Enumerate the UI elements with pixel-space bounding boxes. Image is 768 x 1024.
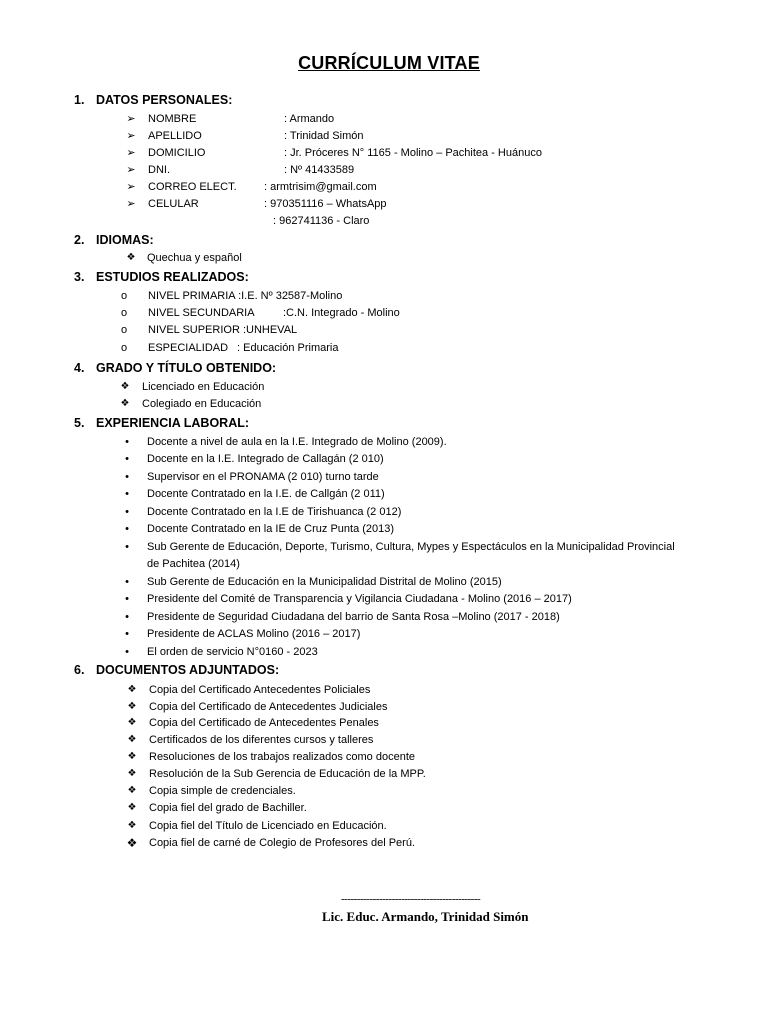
diamond-bullet-icon: ❖ — [127, 785, 137, 796]
list-item-value: :C.N. Integrado - Molino — [283, 307, 400, 319]
circle-bullet-icon: o — [120, 290, 128, 302]
signature-name: Lic. Educ. Armando, Trinidad Simón — [322, 909, 529, 924]
list-item: Presidente del Comité de Transparencia y Vigilancia Ciudadana - Molino (2016 – 2017) — [147, 593, 572, 605]
arrow-bullet-icon: ➢ — [126, 147, 136, 159]
section-title: DATOS PERSONALES: — [96, 93, 233, 107]
section-title: EXPERIENCIA LABORAL: — [96, 416, 250, 430]
list-item: Quechua y español — [147, 252, 242, 264]
page-title: CURRÍCULUM VITAE — [298, 53, 480, 73]
list-item: Resolución de la Sub Gerencia de Educación de la MPP. — [149, 768, 426, 780]
dni-label: DNI. — [148, 164, 170, 176]
list-item: Copia fiel de carné de Colegio de Profesores del Perú. — [149, 837, 415, 849]
section-heading-documentos — [74, 663, 279, 677]
section-title: GRADO Y TÍTULO OBTENIDO: — [96, 361, 277, 375]
list-item: Certificados de los diferentes cursos y talleres — [149, 734, 374, 746]
list-item: ESPECIALIDAD — [148, 342, 229, 354]
domicilio-value: : Jr. Próceres N° 1165 - Molino – Pachitea - Huánuco — [284, 147, 542, 159]
list-item: Docente Contratado en la IE de Cruz Punta (2013) — [147, 523, 395, 535]
diamond-bullet-icon: ❖ — [127, 701, 137, 712]
signature-line: -------------------------------------------- — [341, 893, 481, 905]
dot-bullet-icon: • — [125, 488, 129, 500]
correo-label: CORREO ELECT. — [148, 181, 237, 193]
diamond-bullet-icon: ❖ — [127, 684, 137, 695]
list-item: Licenciado en Educación — [142, 381, 265, 393]
list-item: Presidente de Seguridad Ciudadana del barrio de Santa Rosa –Molino (2017 - 2018) — [147, 611, 560, 623]
diamond-bullet-icon: ❖ — [127, 734, 137, 745]
section-heading-idiomas — [74, 233, 154, 247]
list-item: NIVEL SECUNDARIA — [148, 307, 255, 319]
list-item: Sub Gerente de Educación, Deporte, Turismo, Cultura, Mypes y Espectáculos en la Municipalidad Provincial — [147, 541, 675, 553]
list-item: El orden de servicio N°0160 - 2023 — [147, 646, 318, 658]
arrow-bullet-icon: ➢ — [126, 198, 136, 210]
diamond-bullet-icon: ❖ — [127, 820, 137, 831]
diamond-bullet-icon: ❖ — [127, 751, 137, 762]
section-number: 4. — [74, 361, 85, 375]
section-number: 3. — [74, 270, 85, 284]
circle-bullet-icon: o — [120, 307, 128, 319]
dot-bullet-icon: • — [125, 576, 129, 588]
diamond-bullet-icon: ❖ — [120, 398, 130, 409]
section-number: 5. — [74, 416, 85, 430]
list-item-value: : Educación Primaria — [237, 342, 339, 354]
section-title: ESTUDIOS REALIZADOS: — [96, 270, 249, 284]
circle-bullet-icon: o — [120, 342, 128, 354]
list-item: Docente en la I.E. Integrado de Callagán (2 010) — [147, 453, 384, 465]
celular-value-2: : 962741136 - Claro — [273, 215, 370, 227]
list-item: Copia del Certificado de Antecedentes Judiciales — [149, 701, 388, 713]
dot-bullet-icon: • — [125, 593, 129, 605]
list-item: Docente Contratado en la I.E. de Callgán (2 011) — [147, 488, 385, 500]
list-item: Copia del Certificado de Antecedentes Penales — [149, 717, 379, 729]
list-item: Colegiado en Educación — [142, 398, 262, 410]
list-item-continuation: de Pachitea (2014) — [147, 558, 240, 570]
section-heading-experiencia — [74, 416, 249, 430]
diamond-bullet-icon: ❖ — [120, 381, 130, 392]
section-heading-datos-personales — [74, 93, 232, 107]
diamond-bullet-icon: ❖ — [126, 252, 136, 263]
list-item: Docente a nivel de aula en la I.E. Integrado de Molino (2009). — [147, 436, 447, 448]
celular-label: CELULAR — [148, 198, 199, 210]
list-item: Copia del Certificado Antecedentes Policiales — [149, 684, 371, 696]
section-heading-grado — [74, 361, 276, 375]
section-heading-estudios — [74, 270, 249, 284]
celular-value: : 970351116 – WhatsApp — [264, 198, 387, 210]
dot-bullet-icon: • — [125, 506, 129, 518]
correo-value: : armtrisim@gmail.com — [264, 181, 377, 193]
arrow-bullet-icon: ➢ — [126, 130, 136, 142]
section-number: 6. — [74, 663, 85, 677]
dot-bullet-icon: • — [125, 628, 129, 640]
list-item: Presidente de ACLAS Molino (2016 – 2017) — [147, 628, 361, 640]
list-item: Sub Gerente de Educación en la Municipalidad Distrital de Molino (2015) — [147, 576, 502, 588]
arrow-bullet-icon: ➢ — [126, 113, 136, 125]
list-item: Supervisor en el PRONAMA (2 010) turno tarde — [147, 471, 379, 483]
list-item: Resoluciones de los trabajos realizados como docente — [149, 751, 415, 763]
section-title: DOCUMENTOS ADJUNTADOS: — [96, 663, 280, 677]
list-item: Copia simple de credenciales. — [149, 785, 296, 797]
dot-bullet-icon: • — [125, 453, 129, 465]
arrow-bullet-icon: ➢ — [126, 164, 136, 176]
nombre-label: NOMBRE — [148, 113, 197, 125]
arrow-bullet-icon: ➢ — [126, 181, 136, 193]
dot-bullet-icon: • — [125, 523, 129, 535]
dot-bullet-icon: • — [125, 436, 129, 448]
list-item: Copia fiel del Título de Licenciado en Educación. — [149, 820, 387, 832]
diamond-bullet-icon: ❖ — [127, 802, 137, 813]
apellido-label: APELLIDO — [148, 130, 202, 142]
circle-bullet-icon: o — [120, 324, 128, 336]
section-number: 2. — [74, 233, 85, 247]
dot-bullet-icon: • — [125, 541, 129, 553]
dot-bullet-icon: • — [125, 471, 129, 483]
domicilio-label: DOMICILIO — [148, 147, 206, 159]
list-item: Copia fiel del grado de Bachiller. — [149, 802, 307, 814]
list-item: Docente Contratado en la I.E de Tirishuanca (2 012) — [147, 506, 402, 518]
diamond-bullet-icon: ❖ — [127, 768, 137, 779]
list-item: NIVEL SUPERIOR :UNHEVAL — [148, 324, 298, 336]
nombre-value: : Armando — [284, 113, 335, 125]
dot-bullet-icon: • — [125, 611, 129, 623]
diamond-bullet-icon: ❖ — [127, 717, 137, 728]
apellido-value: : Trinidad Simón — [284, 130, 364, 142]
dot-bullet-icon: • — [125, 646, 129, 658]
dni-value: : Nº 41433589 — [284, 164, 355, 176]
section-title: IDIOMAS: — [96, 233, 154, 247]
list-item: NIVEL PRIMARIA :I.E. Nº 32587-Molino — [148, 290, 343, 302]
diamond-bullet-icon: ❖ — [126, 836, 138, 850]
section-number: 1. — [74, 93, 85, 107]
